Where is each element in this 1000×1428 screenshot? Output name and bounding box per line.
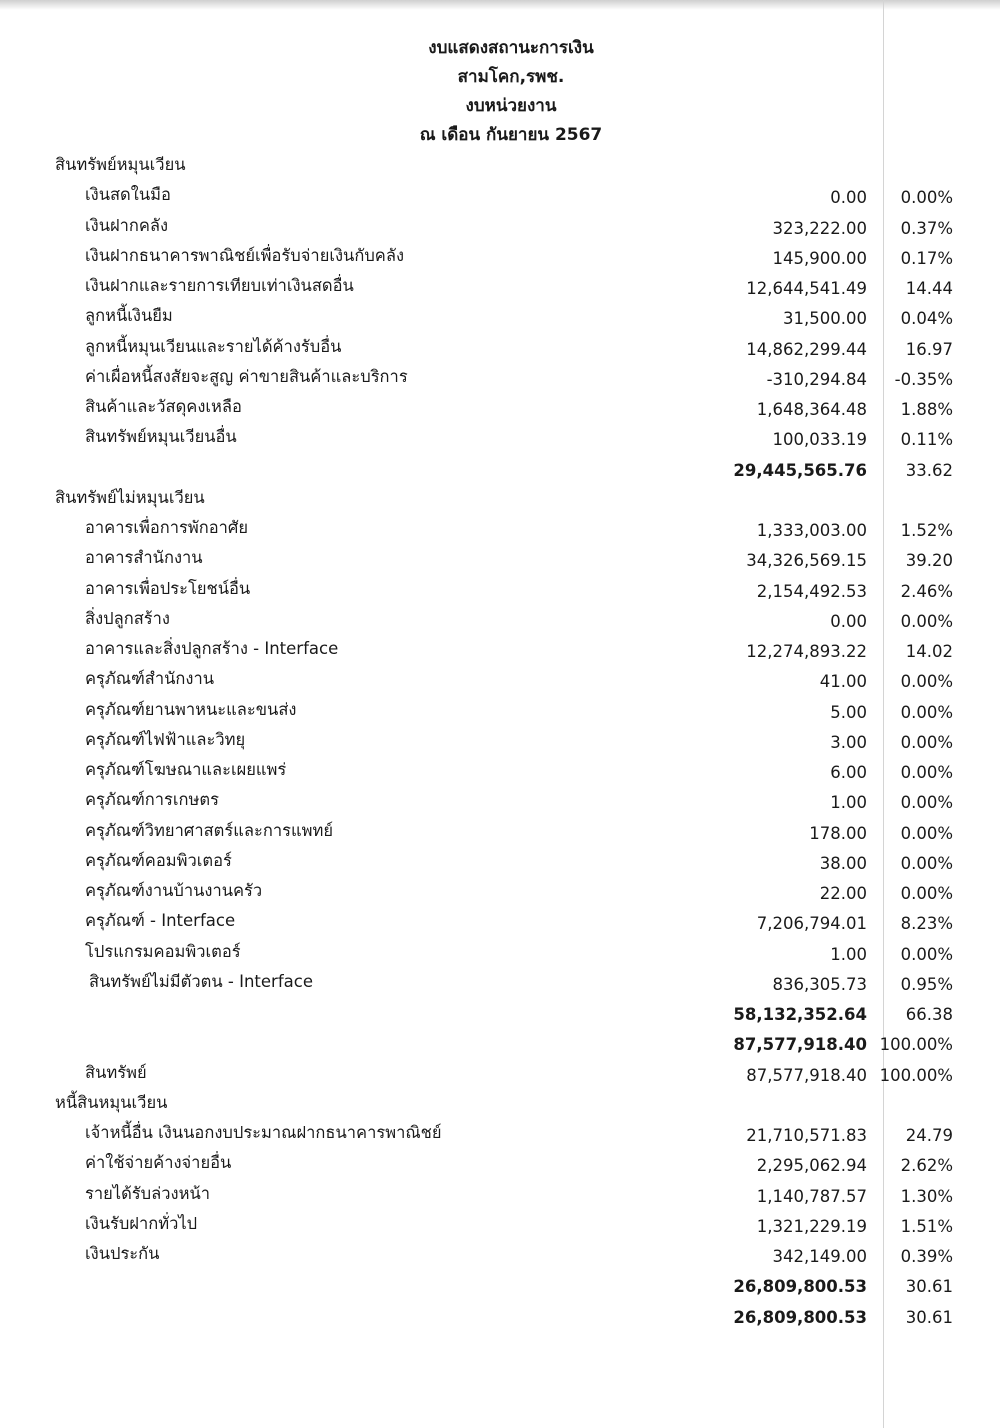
percent-value: 1.52% xyxy=(900,521,953,540)
section-label: สินทรัพย์ไม่หมุนเวียน xyxy=(55,487,205,507)
line-item-label: เงินฝากคลัง xyxy=(85,215,169,235)
amount-value: 26,809,800.53 xyxy=(733,1307,867,1327)
percent-value: 1.51% xyxy=(900,1216,953,1236)
amount-value: 29,445,565.76 xyxy=(733,460,867,480)
line-item-row xyxy=(0,211,1000,241)
line-item-label: โปรแกรมคอมพิวเตอร์ xyxy=(85,941,241,961)
amount-value: 12,274,893.22 xyxy=(746,642,867,661)
amount-value: 87,577,918.40 xyxy=(746,1065,867,1085)
section-heading-row xyxy=(0,150,1000,180)
line-item-row xyxy=(0,755,1000,785)
amount-value: 14,862,299.44 xyxy=(746,339,867,359)
line-item-label: ครุภัณฑ์โฆษณาและเผยแพร่ xyxy=(85,760,287,779)
line-item-row xyxy=(0,1179,1000,1209)
section-heading-row xyxy=(0,1088,1000,1118)
percent-value: 14.44 xyxy=(905,279,953,298)
line-item-label: ลูกหนี้เงินยืม xyxy=(85,306,173,326)
amount-value: 1,140,787.57 xyxy=(756,1186,867,1206)
amount-value: 1,648,364.48 xyxy=(756,400,867,419)
amount-value: 0.00 xyxy=(830,188,867,208)
amount-value: 323,222.00 xyxy=(772,218,867,238)
percent-value: 30.61 xyxy=(905,1307,953,1327)
report-type: งบหน่วยงาน xyxy=(465,96,557,116)
amount-value: 100,033.19 xyxy=(772,430,867,450)
amount-value: 1.00 xyxy=(830,944,867,964)
line-item-label: เงินสดในมือ xyxy=(85,185,171,205)
report-header xyxy=(0,34,1000,150)
amount-value: 3.00 xyxy=(830,732,867,752)
amount-value: 1.00 xyxy=(830,793,867,813)
amount-value: 836,305.73 xyxy=(772,974,867,994)
report-title: งบแสดงสถานะการเงิน xyxy=(428,38,594,58)
amount-value: 38.00 xyxy=(819,853,867,873)
line-item-row xyxy=(0,937,1000,967)
line-item-row xyxy=(0,846,1000,876)
percent-value: 2.62% xyxy=(900,1156,953,1176)
line-item-row xyxy=(0,664,1000,694)
percent-value: 100.00% xyxy=(879,1065,953,1085)
amount-value: 26,809,800.53 xyxy=(733,1277,867,1297)
line-item-label: ลูกหนี้หมุนเวียนและรายได้ค้างรับอื่น xyxy=(85,336,342,356)
percent-value: 0.00% xyxy=(900,732,953,752)
percent-value: 100.00% xyxy=(879,1035,953,1055)
line-item-label: เงินรับฝากทั่วไป xyxy=(85,1213,198,1233)
amount-value: 1,333,003.00 xyxy=(756,521,867,540)
amount-value: 22.00 xyxy=(819,884,867,903)
line-item-row xyxy=(0,362,1000,392)
line-item-label: ครุภัณฑ์ - Interface xyxy=(85,911,236,931)
line-item-row xyxy=(0,967,1000,997)
percent-value: 0.00% xyxy=(900,611,953,631)
statement-rows xyxy=(0,150,1000,1330)
line-item-label: เจ้าหนี้อื่น เงินนอกงบประมาณฝากธนาคารพาณิชย์ xyxy=(85,1123,442,1142)
total-assets-row xyxy=(0,1058,1000,1088)
line-item-row xyxy=(0,604,1000,634)
line-item-label: เงินฝากและรายการเทียบเท่าเงินสดอื่น xyxy=(85,276,354,295)
percent-value: 0.00% xyxy=(900,672,953,692)
line-item-label: เงินฝากธนาคารพาณิชย์เพื่อรับจ่ายเงินกับคลัง xyxy=(85,245,405,265)
percent-value: 0.00% xyxy=(900,823,953,843)
line-item-row xyxy=(0,634,1000,664)
line-item-label: อาคารเพื่อประโยชน์อื่น xyxy=(85,578,251,598)
percent-value: 14.02 xyxy=(905,642,953,661)
percent-value: 30.61 xyxy=(905,1277,953,1297)
line-item-row xyxy=(0,1148,1000,1178)
percent-value: 0.00% xyxy=(900,853,953,873)
amount-value: -310,294.84 xyxy=(766,369,867,389)
line-item-label: อาคารสำนักงาน xyxy=(85,548,203,568)
line-item-label: ค่าใช้จ่ายค้างจ่ายอื่น xyxy=(85,1153,232,1173)
amount-value: 21,710,571.83 xyxy=(746,1126,867,1145)
line-item-row xyxy=(0,1118,1000,1148)
line-item-row xyxy=(0,513,1000,543)
line-item-row xyxy=(0,695,1000,725)
line-item-label: อาคารและสิ่งปลูกสร้าง - Interface xyxy=(85,639,339,658)
percent-value: 0.37% xyxy=(900,218,953,238)
amount-value: 145,900.00 xyxy=(772,248,867,268)
percent-value: 1.88% xyxy=(900,400,953,419)
subtotal-row xyxy=(0,1269,1000,1299)
amount-value: 178.00 xyxy=(809,823,867,843)
scan-edge-shadow xyxy=(0,0,1000,10)
section-label: หนี้สินหมุนเวียน xyxy=(55,1092,168,1112)
amount-value: 5.00 xyxy=(830,702,867,722)
line-item-row xyxy=(0,906,1000,936)
line-item-label: ครุภัณฑ์สำนักงาน xyxy=(85,669,214,689)
amount-value: 6.00 xyxy=(830,763,867,782)
section-label: สินทรัพย์หมุนเวียน xyxy=(55,155,186,174)
line-item-row xyxy=(0,180,1000,210)
amount-value: 7,206,794.01 xyxy=(756,914,867,934)
line-item-label: ครุภัณฑ์คอมพิวเตอร์ xyxy=(85,850,232,870)
line-item-row xyxy=(0,1239,1000,1269)
percent-value: 0.00% xyxy=(900,944,953,964)
line-item-label: สินทรัพย์ xyxy=(85,1062,147,1082)
percent-value: 0.00% xyxy=(900,884,953,903)
line-item-row xyxy=(0,816,1000,846)
amount-value: 12,644,541.49 xyxy=(746,279,867,298)
percent-value: 0.00% xyxy=(900,188,953,208)
amount-value: 0.00 xyxy=(830,611,867,631)
percent-value: 0.00% xyxy=(900,763,953,782)
line-item-label: รายได้รับล่วงหน้า xyxy=(85,1183,210,1203)
line-item-row xyxy=(0,876,1000,906)
percent-value: 66.38 xyxy=(905,1005,953,1024)
percent-value: 0.00% xyxy=(900,793,953,813)
subtotal-row xyxy=(0,453,1000,483)
line-item-label: สินทรัพย์หมุนเวียนอื่น xyxy=(85,427,237,447)
report-period: ณ เดือน กันยายน 2567 xyxy=(419,125,603,145)
line-item-row xyxy=(0,785,1000,815)
amount-value: 2,154,492.53 xyxy=(756,581,867,601)
line-item-label: สินค้าและวัสดุคงเหลือ xyxy=(85,397,242,416)
subtotal-row xyxy=(0,997,1000,1027)
percent-value: 0.95% xyxy=(900,974,953,994)
amount-value: 31,500.00 xyxy=(783,309,867,329)
amount-value: 1,321,229.19 xyxy=(756,1216,867,1236)
percent-value: 2.46% xyxy=(900,581,953,601)
line-item-label: สิ่งปลูกสร้าง xyxy=(85,608,170,628)
amount-value: 342,149.00 xyxy=(772,1247,867,1266)
line-item-row xyxy=(0,422,1000,452)
percent-value: 33.62 xyxy=(905,460,953,480)
line-item-label: ครุภัณฑ์การเกษตร xyxy=(85,790,219,810)
line-item-label: อาคารเพื่อการพักอาศัย xyxy=(85,518,249,537)
line-item-label: ครุภัณฑ์ไฟฟ้าและวิทยุ xyxy=(85,729,246,749)
line-item-label: ครุภัณฑ์งานบ้านงานครัว xyxy=(85,881,263,900)
percent-value: 0.11% xyxy=(900,430,953,450)
line-item-label: ครุภัณฑ์ยานพาหนะและขนส่ง xyxy=(85,699,297,719)
line-item-row xyxy=(0,301,1000,331)
amount-value: 87,577,918.40 xyxy=(733,1035,867,1055)
line-item-label: ครุภัณฑ์วิทยาศาสตร์และการแพทย์ xyxy=(85,820,334,840)
line-item-row xyxy=(0,392,1000,422)
percent-value: 8.23% xyxy=(900,914,953,934)
percent-value: 0.17% xyxy=(900,248,953,268)
percent-value: 39.20 xyxy=(905,551,953,571)
percent-value: 0.04% xyxy=(900,309,953,329)
percent-value: -0.35% xyxy=(894,369,953,389)
line-item-row xyxy=(0,1209,1000,1239)
organization-name: สามโคก,รพช. xyxy=(457,67,565,87)
amount-value: 34,326,569.15 xyxy=(746,551,867,571)
line-item-row xyxy=(0,271,1000,301)
line-item-row xyxy=(0,543,1000,573)
subtotal-row xyxy=(0,1300,1000,1330)
section-heading-row xyxy=(0,483,1000,513)
line-item-label: สินทรัพย์ไม่มีตัวตน - Interface xyxy=(89,971,313,991)
amount-value: 58,132,352.64 xyxy=(733,1005,867,1024)
percent-value: 0.00% xyxy=(900,702,953,722)
line-item-row xyxy=(0,241,1000,271)
percent-value: 24.79 xyxy=(905,1126,953,1145)
subtotal-row xyxy=(0,1027,1000,1057)
amount-value: 2,295,062.94 xyxy=(756,1156,867,1176)
line-item-label: เงินประกัน xyxy=(85,1244,160,1263)
line-item-label: ค่าเผื่อหนี้สงสัยจะสูญ ค่าขายสินค้าและบริการ xyxy=(85,366,408,386)
line-item-row xyxy=(0,332,1000,362)
line-item-row xyxy=(0,574,1000,604)
amount-value: 41.00 xyxy=(819,672,867,692)
line-item-row xyxy=(0,725,1000,755)
percent-value: 16.97 xyxy=(905,339,953,359)
percent-value: 0.39% xyxy=(900,1247,953,1266)
percent-value: 1.30% xyxy=(900,1186,953,1206)
